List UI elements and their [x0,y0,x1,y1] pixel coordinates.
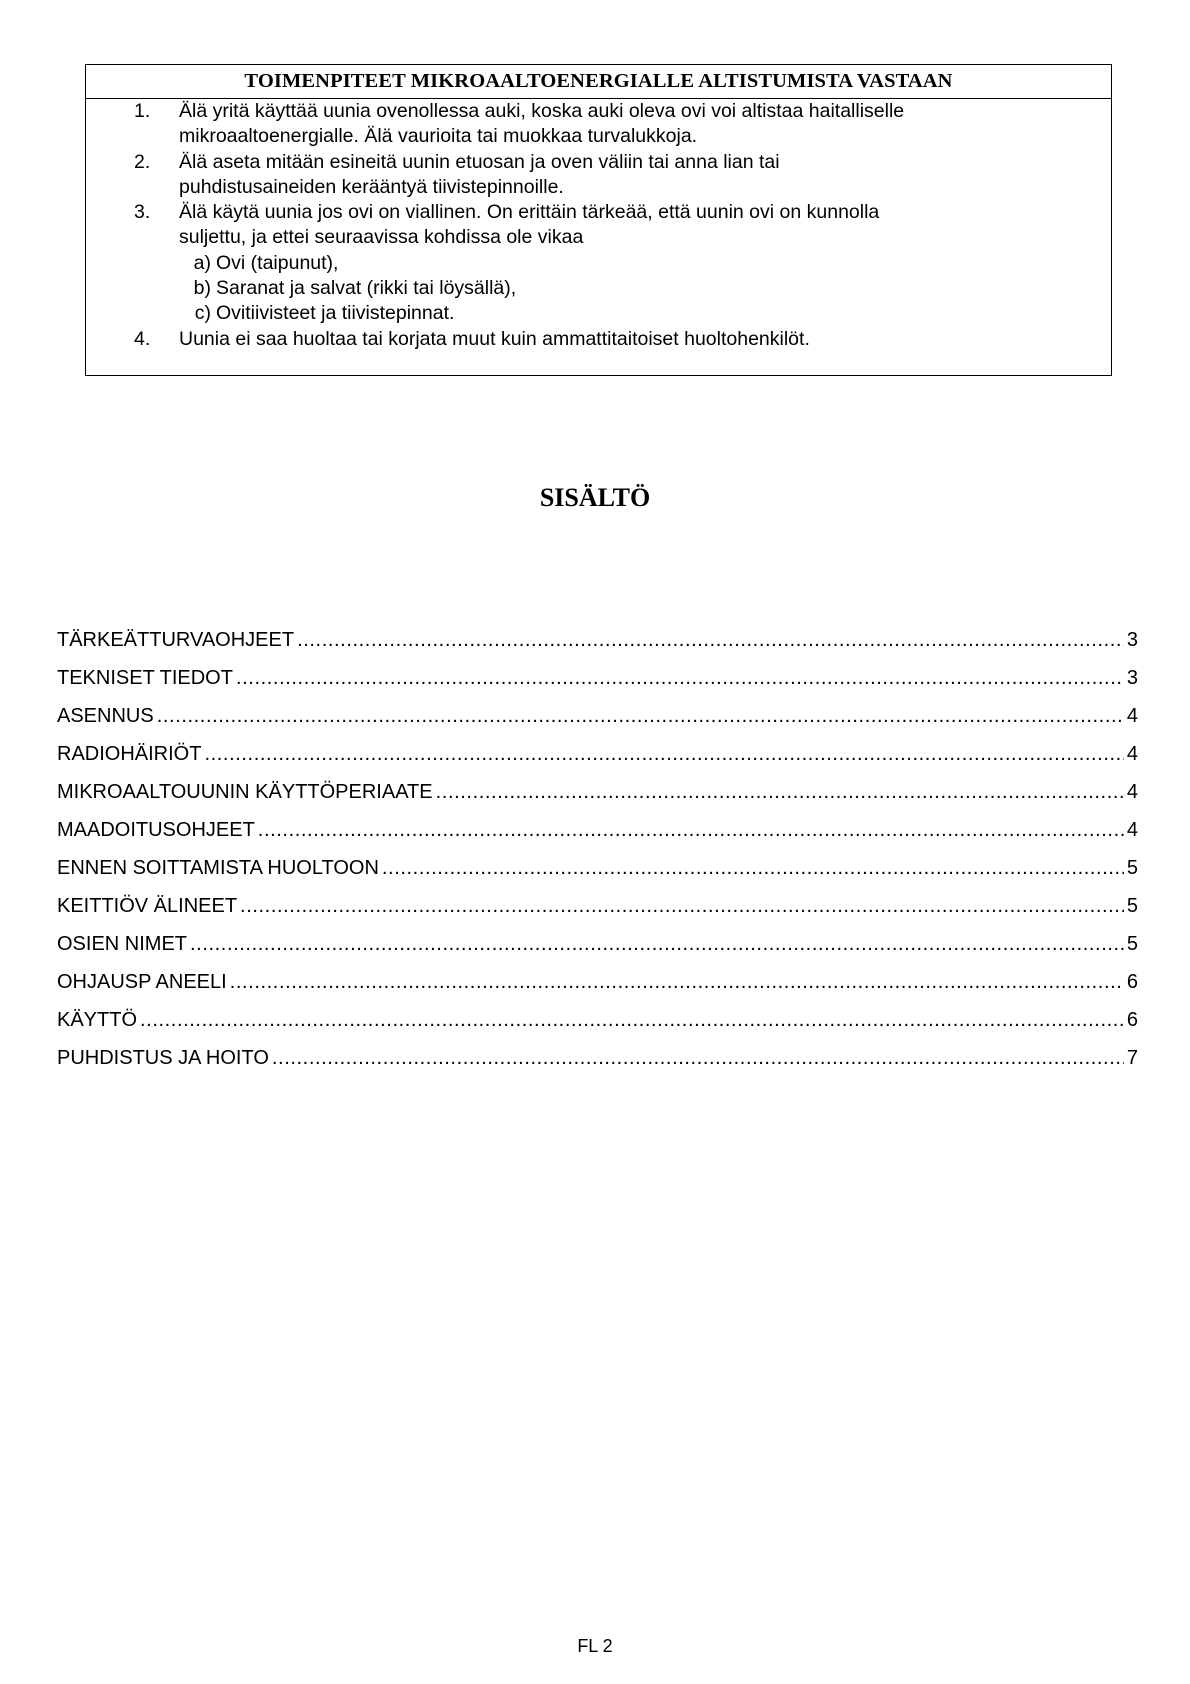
toc-entry-page: 6 [1126,971,1138,993]
warning-item-line: Älä käytä uunia jos ovi on viallinen. On erittäin tärkeää, että uunin ovi on kunnolla [179,201,880,224]
warning-list [86,99,1111,352]
toc-entry-page: 5 [1126,895,1138,917]
toc-leader-dots [157,704,1124,728]
toc-entry-label: TÄRKEÄTTURVAOHJEET [57,629,295,651]
toc-entry-page: 7 [1126,1047,1138,1069]
warning-subitem-text: Ovitiivisteet ja tiivistepinnat. [216,302,455,325]
warning-item-3 [86,200,1111,326]
toc-entry[interactable] [57,1008,1138,1046]
toc-entry-label: MIKROAALTOUUNIN KÄYTTÖPERIAATE [57,781,433,803]
warning-item-4 [86,327,1111,352]
warning-subitem-text: Saranat ja salvat (rikki tai löysällä), [216,277,517,300]
toc-leader-dots [236,666,1124,690]
warning-subitem-c [179,301,1111,326]
toc-entry[interactable] [57,666,1138,704]
warning-subitem-text: Ovi (taipunut), [216,251,339,274]
warning-item-2 [86,150,1111,201]
warning-item-line: puhdistusaineiden kerääntyä tiivistepinnoille. [179,175,564,198]
warning-subitem-letter: b) [193,277,211,300]
warning-subitem-a [179,251,1111,276]
toc-entry-page: 4 [1126,705,1138,727]
toc-leader-dots [204,742,1123,766]
toc-leader-dots [436,780,1124,804]
warning-subitem-b [179,276,1111,301]
warning-item-line: suljettu, ja ettei seuraavissa kohdissa ole vikaa [179,226,584,249]
toc-entry[interactable] [57,894,1138,932]
toc-leader-dots [240,894,1124,918]
toc-entry-page: 4 [1126,781,1138,803]
warning-subitem-letter: c) [194,302,211,325]
toc-entry[interactable] [57,1046,1138,1084]
toc-leader-dots [190,932,1124,956]
toc-entry-page: 5 [1126,933,1138,955]
toc-entry[interactable] [57,780,1138,818]
toc-entry-label: KÄYTTÖ [57,1009,138,1031]
toc-entry[interactable] [57,932,1138,970]
toc-entry[interactable] [57,818,1138,856]
toc-entry[interactable] [57,704,1138,742]
warning-box [85,64,1112,376]
toc-entry-page: 5 [1126,857,1138,879]
toc-entry[interactable] [57,970,1138,1008]
page-number: FL 2 [577,1636,613,1656]
warning-item-line: Älä yritä käyttää uunia ovenollessa auki, koska auki oleva ovi voi altistaa haitalliselle [179,100,905,122]
warning-item-line: Älä aseta mitään esineitä uunin etuosan ja oven väliin tai anna lian tai [179,150,780,173]
toc-entry-page: 6 [1126,1009,1138,1031]
warning-title: TOIMENPITEET MIKROAALTOENERGIALLE ALTISTUMISTA VASTAAN [86,65,1111,99]
toc-entry-label: RADIOHÄIRIÖT [57,743,202,765]
toc-entry-label: MAADOITUSOHJEET [57,819,255,841]
warning-item-1 [86,99,1111,150]
toc-leader-dots [382,856,1124,880]
warning-subitem-letter: a) [193,251,211,274]
toc-entry-page: 3 [1126,667,1138,689]
toc-entry-page: 3 [1126,629,1138,651]
warning-item-number: 2. [134,150,151,173]
table-of-contents [57,628,1138,1084]
toc-entry-label: OHJAUSP ANEELI [57,971,227,993]
toc-leader-dots [272,1046,1124,1070]
warning-item-number: 1. [134,100,151,122]
toc-entry-label: PUHDISTUS JA HOITO [57,1047,269,1069]
toc-leader-dots [297,628,1124,652]
toc-entry-page: 4 [1126,743,1138,765]
toc-entry[interactable] [57,742,1138,780]
toc-entry-label: KEITTIÖV ÄLINEET [57,895,238,917]
warning-item-line: mikroaaltoenergialle. Älä vaurioita tai muokkaa turvalukkoja. [179,125,698,148]
warning-item-number: 4. [134,327,151,350]
toc-entry-label: OSIEN NIMET [57,933,188,955]
toc-entry-page: 4 [1126,819,1138,841]
toc-entry-label: ASENNUS [57,705,154,727]
toc-leader-dots [230,970,1124,994]
toc-entry[interactable] [57,856,1138,894]
toc-leader-dots [258,818,1124,842]
toc-leader-dots [140,1008,1124,1032]
warning-item-number: 3. [134,201,151,224]
toc-heading: SISÄLTÖ [539,483,651,512]
toc-entry-label: TEKNISET TIEDOT [57,667,233,689]
toc-entry-label: ENNEN SOITTAMISTA HUOLTOON [57,857,379,879]
toc-entry[interactable] [57,628,1138,666]
warning-item-line: Uunia ei saa huoltaa tai korjata muut kuin ammattitaitoiset huoltohenkilöt. [179,327,810,350]
